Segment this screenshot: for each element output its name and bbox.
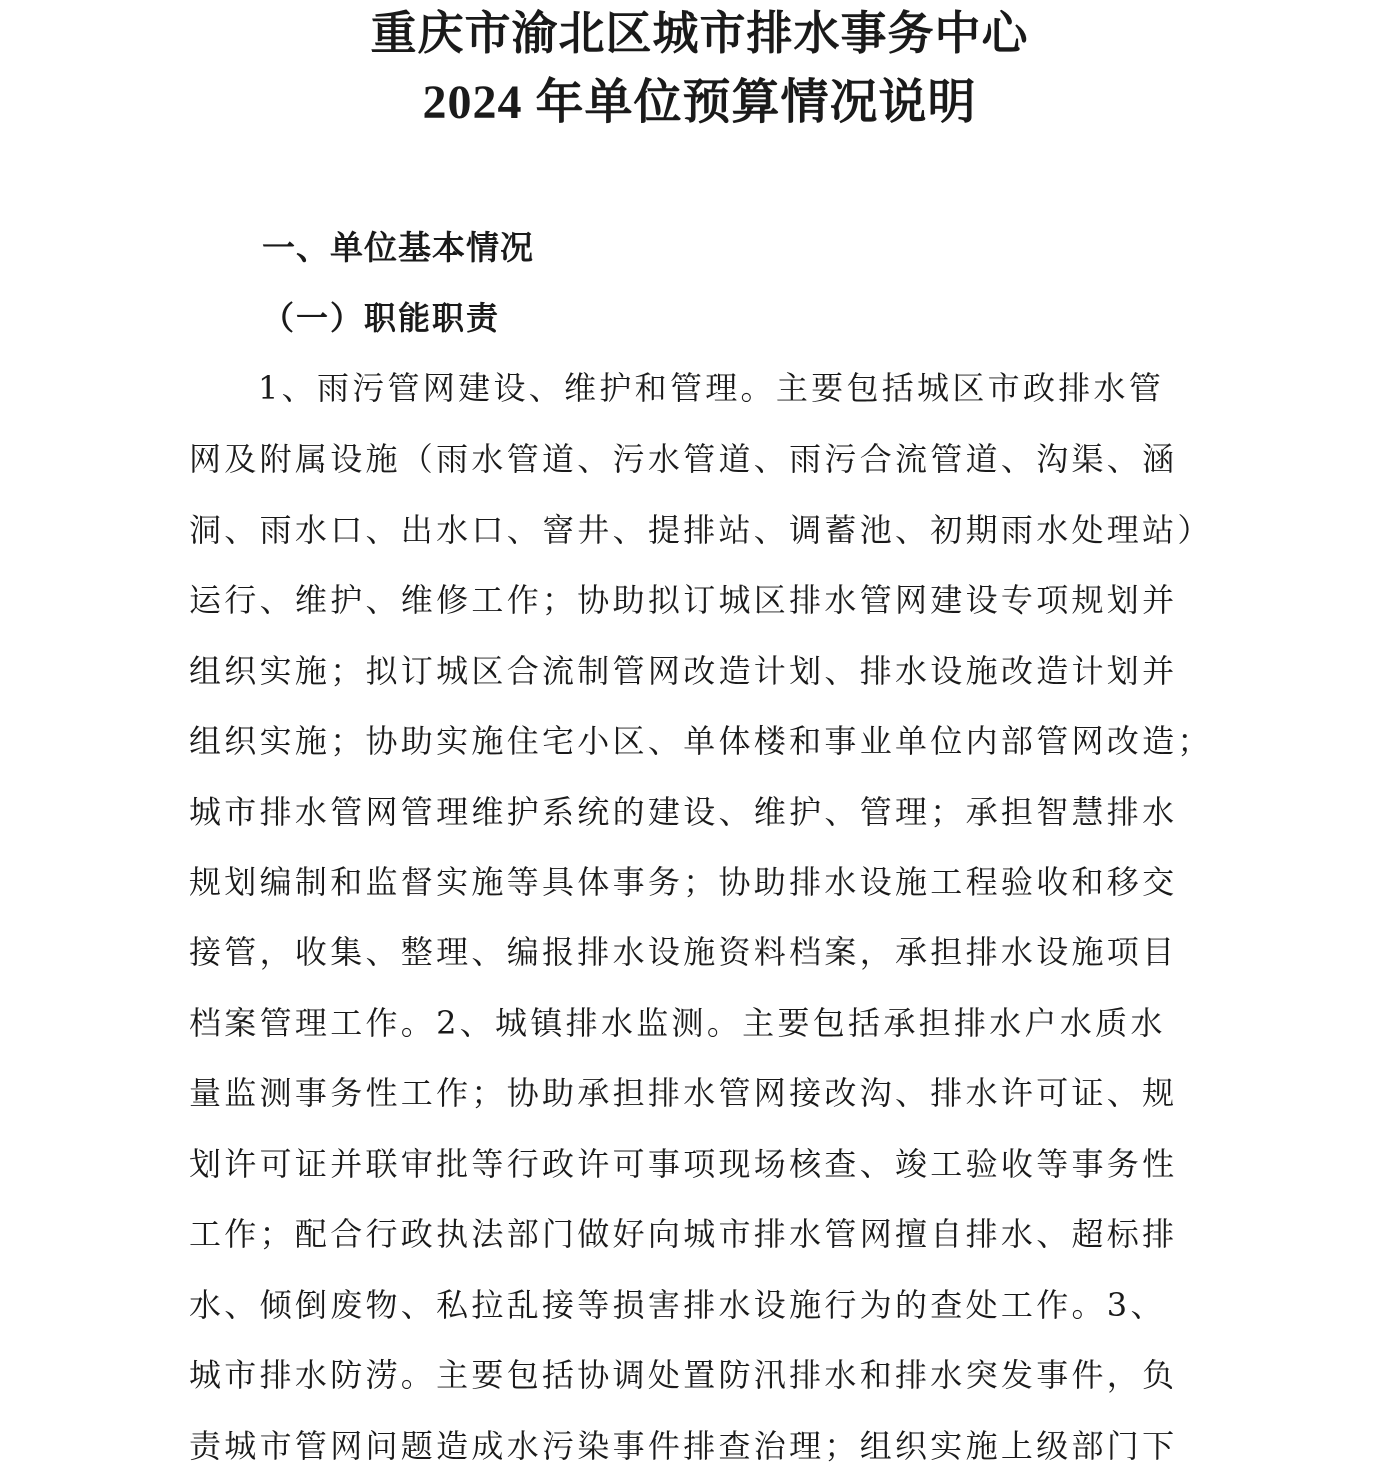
body-line: 接管，收集、整理、编报排水设施资料档案，承担排水设施项目	[189, 933, 1178, 971]
body-line: 规划编制和监督实施等具体事务；协助排水设施工程验收和移交	[189, 863, 1178, 901]
body-line: 洞、雨水口、出水口、窨井、提排站、调蓄池、初期雨水处理站）	[189, 511, 1213, 549]
body-line: 城市排水防涝。主要包括协调处置防汛排水和排水突发事件，负	[189, 1356, 1178, 1394]
subsection-heading-functions: （一）职能职责	[262, 299, 501, 337]
body-line: 责城市管网问题造成水污染事件排查治理；组织实施上级部门下	[189, 1427, 1178, 1465]
body-line: 网及附属设施（雨水管道、污水管道、雨污合流管道、沟渠、涵	[189, 440, 1178, 478]
body-line: 工作；配合行政执法部门做好向城市排水管网擅自排水、超标排	[189, 1215, 1178, 1253]
body-line: 城市排水管网管理维护系统的建设、维护、管理；承担智慧排水	[189, 793, 1178, 831]
body-line: 组织实施；协助实施住宅小区、单体楼和事业单位内部管网改造；	[189, 722, 1213, 760]
document-title-line-1: 重庆市渝北区城市排水事务中心	[370, 6, 1029, 60]
section-heading-basic-info: 一、单位基本情况	[262, 228, 534, 267]
body-line: 运行、维护、维修工作；协助拟订城区排水管网建设专项规划并	[189, 581, 1178, 619]
body-line: 档案管理工作。2、城镇排水监测。主要包括承担排水户水质水	[189, 1004, 1166, 1042]
body-line: 划许可证并联审批等行政许可事项现场核查、竣工验收等事务性	[189, 1145, 1178, 1183]
body-line: 1、雨污管网建设、维护和管理。主要包括城区市政排水管	[258, 369, 1165, 407]
body-line: 量监测事务性工作；协助承担排水管网接改沟、排水许可证、规	[189, 1074, 1178, 1112]
body-line: 组织实施；拟订城区合流制管网改造计划、排水设施改造计划并	[189, 652, 1178, 690]
document-title-line-2: 2024 年单位预算情况说明	[422, 76, 977, 129]
body-line: 水、倾倒废物、私拉乱接等损害排水设施行为的查处工作。3、	[189, 1286, 1166, 1324]
